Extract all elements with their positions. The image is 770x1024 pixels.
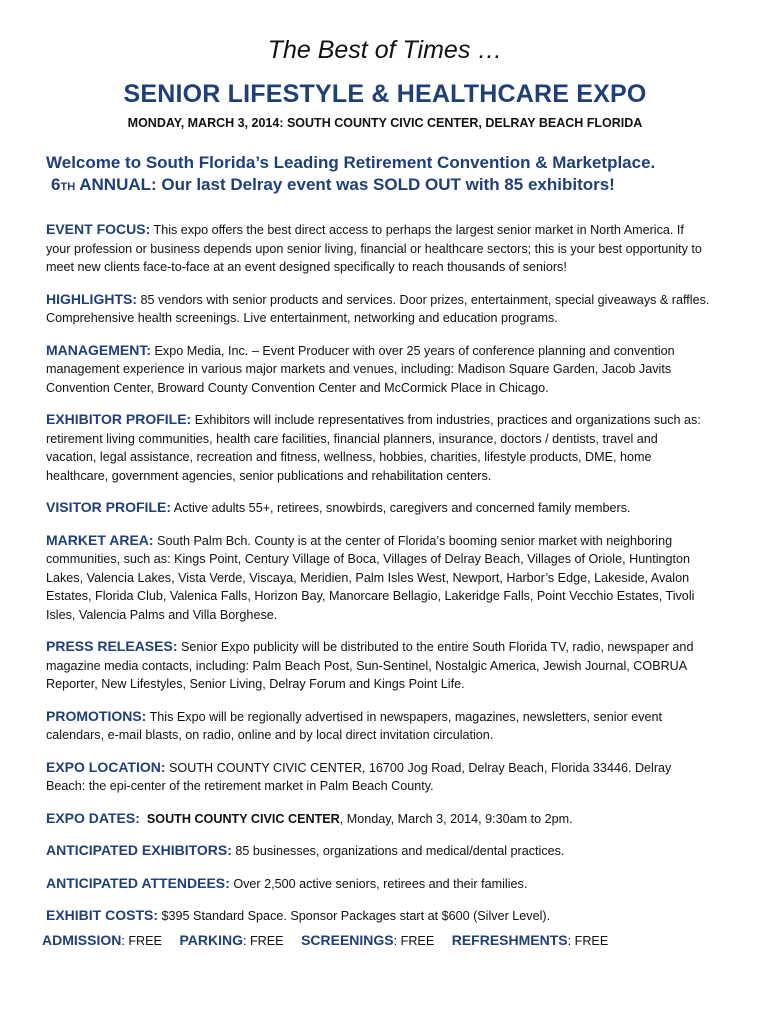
- section-heading-sep: :: [148, 531, 154, 548]
- footer-amenities: [42, 932, 742, 948]
- section-anticipated-attendees: [46, 874, 711, 894]
- expo-venue: SOUTH COUNTY CIVIC CENTER: [146, 811, 340, 826]
- section-heading: MANAGEMENT: [46, 341, 147, 358]
- section-heading: MARKET AREA: [46, 531, 149, 548]
- amenity-refreshments: [452, 932, 609, 948]
- amenity-value: : FREE: [121, 934, 162, 948]
- section-expo-location: [46, 758, 711, 796]
- section-highlights: [46, 290, 711, 328]
- section-body: , Monday, March 3, 2014, 9:30am to 2pm.: [339, 811, 573, 826]
- section-heading-sep: :: [141, 707, 147, 724]
- section-heading-sep: :: [160, 758, 166, 775]
- amenity-value: : FREE: [567, 934, 609, 948]
- section-heading: PROMOTIONS: [46, 707, 142, 724]
- section-body: Expo Media, Inc. – Event Producer with over 25 years of conference planning and convention management experience in various major markets and venues, including: Madison Square Garden, Jacob Javits Convention Center, Broward County Convention Center and McCormick Place in Chicago.: [46, 343, 675, 395]
- tagline: The Best of Times …: [267, 36, 503, 64]
- section-body: Senior Expo publicity will be distributed to the entire South Florida TV, radio, newspaper and magazine media contacts, including: Palm Beach Post, Sun-Sentinel, Nostalgic America, Jewish Journal, COBRUA Reporter, New Lifestyles, Senior Living, Delray Forum and Kings Point Life.: [46, 640, 694, 691]
- section-expo-dates: [46, 809, 711, 829]
- annual-text: ANNUAL: Our last Delray event was SOLD OUT with 85 exhibitors!: [75, 175, 615, 194]
- section-body: This Expo will be regionally advertised in newspapers, magazines, newsletters, senior event calendars, e-mail blasts, on radio, online and by local direct invitation circulation.: [46, 709, 663, 742]
- section-visitor-profile: [46, 498, 711, 518]
- section-promotions: [46, 707, 711, 745]
- amenity-label: PARKING: [179, 932, 243, 948]
- section-heading-sep: :: [227, 842, 232, 858]
- section-body: Active adults 55+, retirees, snowbirds, caregivers and concerned family members.: [170, 501, 631, 515]
- section-heading-sep: :: [146, 341, 152, 358]
- section-event-focus: [46, 220, 711, 277]
- amenity-value: : FREE: [242, 934, 284, 948]
- section-body: 85 vendors with senior products and services. Door prizes, entertainment, special giveaways & raffles. Comprehensive health screenings. Live entertainment, networking and education programs.: [46, 292, 710, 325]
- section-heading-sep: :: [225, 874, 230, 891]
- section-exhibit-costs: [46, 906, 711, 926]
- section-heading: PRESS RELEASES: [46, 638, 173, 654]
- section-anticipated-exhibitors: [46, 841, 711, 861]
- amenity-admission: [42, 932, 162, 948]
- dateline: MONDAY, MARCH 3, 2014: SOUTH COUNTY CIVIC CENTER, DELRAY BEACH FLORIDA: [127, 116, 643, 130]
- section-body: $395 Standard Space. Sponsor Packages start at $600 (Silver Level).: [158, 909, 551, 923]
- section-management: [46, 341, 711, 398]
- annual-suffix: TH: [60, 181, 76, 193]
- section-body: 85 businesses, organizations and medical/dental practices.: [231, 844, 565, 858]
- welcome-line: Welcome to South Florida’s Leading Retirement Convention & Marketplace.: [46, 153, 656, 172]
- amenity-label: ADMISSION: [42, 932, 122, 948]
- section-heading: EXHIBITOR PROFILE: [46, 411, 187, 427]
- section-heading: VISITOR PROFILE: [46, 499, 167, 515]
- amenity-parking: [179, 932, 283, 948]
- section-heading-sep: :: [132, 290, 138, 307]
- section-heading-sep: :: [145, 221, 151, 237]
- sections: [46, 220, 711, 939]
- section-market-area: [46, 531, 711, 625]
- annual-line: [46, 174, 746, 198]
- page-title: SENIOR LIFESTYLE & HEALTHCARE EXPO: [123, 80, 647, 108]
- amenity-value: : FREE: [393, 934, 435, 948]
- section-heading: EXPO LOCATION: [46, 758, 161, 775]
- section-heading-sep: :: [153, 907, 159, 923]
- section-exhibitor-profile: [46, 410, 711, 485]
- section-press-releases: [46, 637, 711, 694]
- annual-number: 6: [51, 175, 61, 194]
- amenity-label: SCREENINGS: [301, 932, 394, 948]
- section-body: Exhibitors will include representatives from industries, practices and organizations such as: retirement living communities, health care facilities, financial planners, insurance, doctors / dentists, travel and vacation, legal assistance, recreation and fitness, wellness, hobbies, charities, lifestyle products, DME, home healthcare, government agencies, senior publications and rehabilitation centers.: [46, 413, 701, 483]
- section-body: South Palm Bch. County is at the center of Florida’s booming senior market with neighboring communities, such as: Kings Point, Century Village of Boca, Villages of Delray Beach, Villages of Oriole, Huntington Lakes, Valencia Lakes, Vista Verde, Viscaya, Meridien, Palm Isles West, Newport, Harbor’s Edge, Lakeside, Avalon Estates, Florida Club, Valenica Falls, Horizon Bay, Manorcare Bellagio, Lakeridge Falls, Point Vecchio Estates, Tivoli Isles, Valencia Palms and Villa Borghese.: [46, 533, 695, 622]
- section-heading-sep: :: [172, 638, 178, 654]
- section-heading-sep: :: [186, 411, 192, 427]
- section-heading-sep: :: [166, 499, 171, 515]
- section-heading: EXHIBIT COSTS: [46, 907, 154, 923]
- amenity-screenings: [301, 932, 434, 948]
- section-heading: HIGHLIGHTS: [46, 290, 133, 307]
- section-heading: ANTICIPATED EXHIBITORS: [46, 842, 228, 858]
- section-body: SOUTH COUNTY CIVIC CENTER, 16700 Jog Road, Delray Beach, Florida 33446. Delray Beach: the epi-center of the retirement market in Palm Beach County.: [46, 760, 672, 793]
- section-heading-sep: :: [135, 809, 140, 826]
- section-body: This expo offers the best direct access to perhaps the largest senior market in North America. If your profession or business depends upon senior living, financial or healthcare sectors; this is your best opportunity to meet new clients face-to-face at an event designed specifically to reach thousands of seniors!: [46, 223, 702, 274]
- section-heading: EVENT FOCUS: [46, 221, 146, 237]
- amenity-label: REFRESHMENTS: [451, 932, 568, 948]
- section-heading: ANTICIPATED ATTENDEES: [46, 874, 226, 891]
- section-heading: EXPO DATES: [46, 809, 136, 826]
- section-body: Over 2,500 active seniors, retirees and their families.: [229, 876, 528, 891]
- welcome-block: [46, 152, 746, 198]
